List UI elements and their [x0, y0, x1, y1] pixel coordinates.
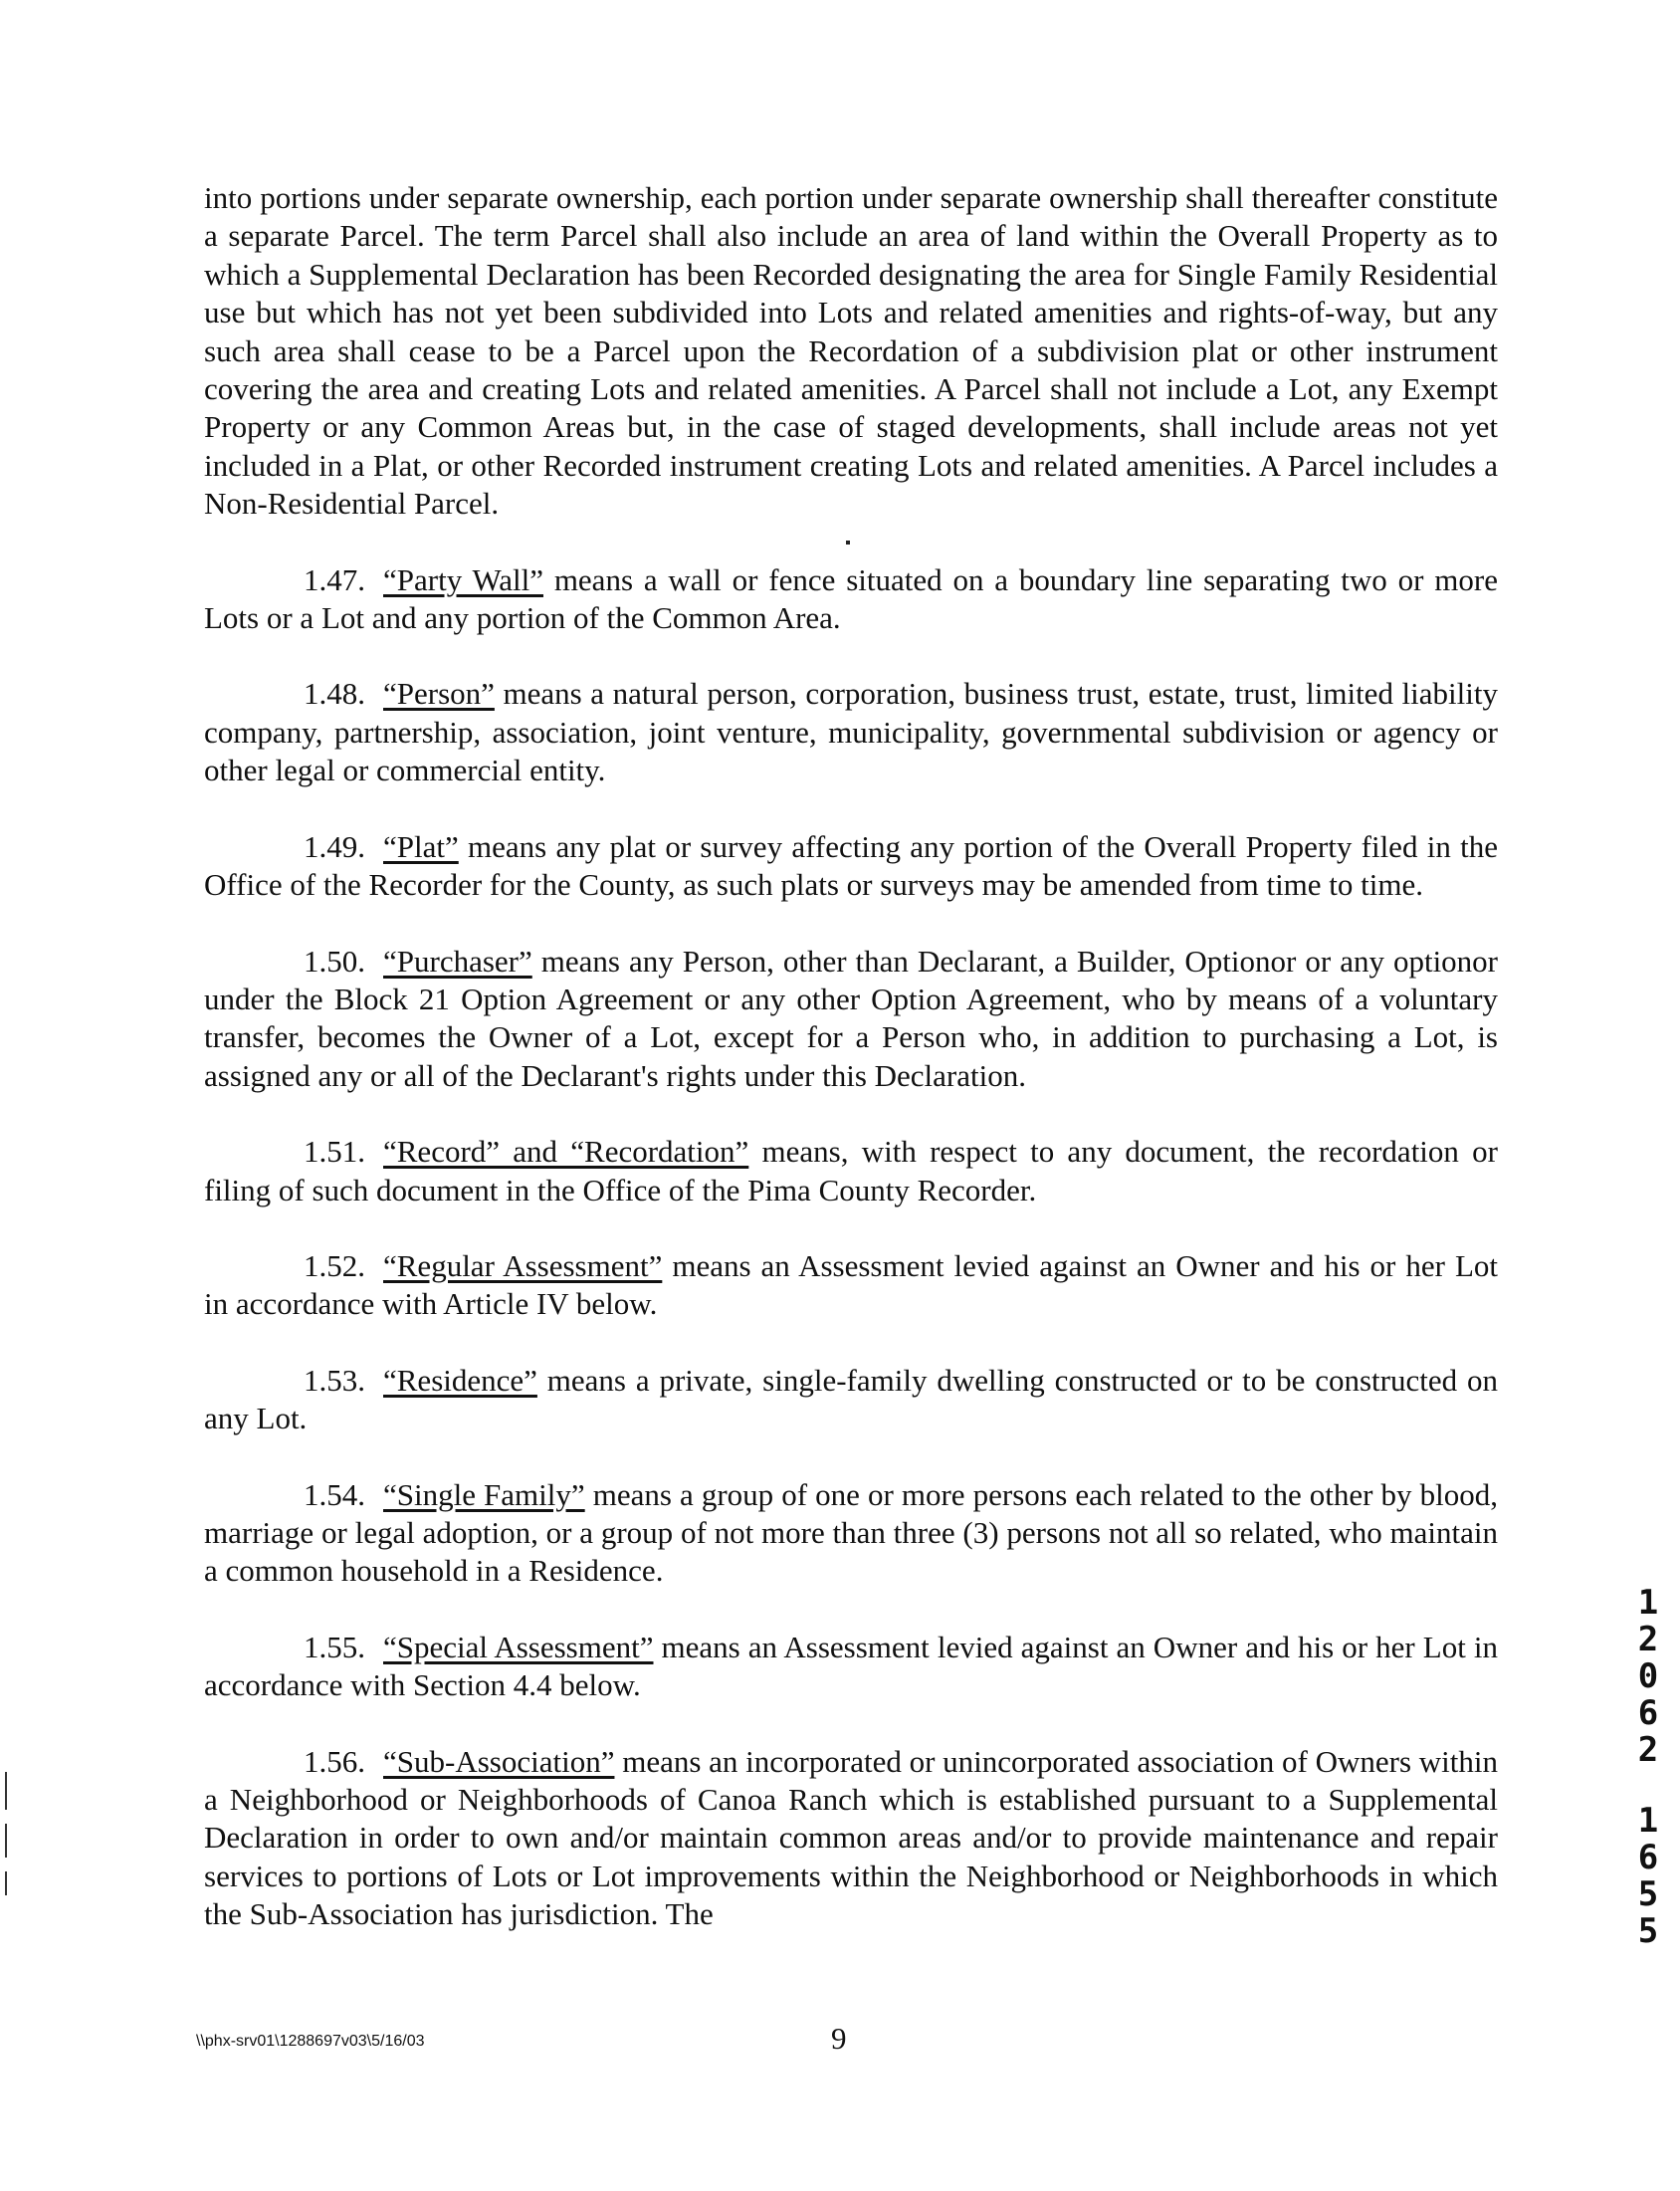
definition-term: “Special Assessment”	[383, 1629, 654, 1664]
definition-1-51	[204, 1133, 1498, 1209]
definition-1-53	[204, 1362, 1498, 1438]
document-body	[204, 179, 1498, 1934]
stamp-digit: 1	[1637, 1801, 1659, 1841]
scan-mark	[846, 541, 850, 545]
stamp-digit: 0	[1637, 1656, 1659, 1696]
definition-term: “Person”	[383, 676, 495, 712]
definition-number: 1.56.	[304, 1743, 365, 1779]
definition-number: 1.52.	[304, 1247, 365, 1283]
definition-1-52	[204, 1247, 1498, 1324]
definition-number: 1.53.	[304, 1362, 365, 1398]
definition-text: means any Person, other than Declarant, a Builder, Optionor or any optionor under the Block 21 Option Agreement or any other Option Agreement, who by means of a voluntary transfer, becomes the Owner of a Lot, except for a Person who, in addition to purchasing a Lot, is assigned any or all of the Declarant's rights under this Declaration.	[204, 943, 1498, 1093]
stamp-digit: 1	[1637, 1583, 1659, 1623]
footer-file-path: \\phx-srv01\1288697v03\5/16/03	[196, 2033, 425, 2050]
page-number: 9	[831, 2021, 847, 2056]
definition-text: means an Assessment levied against an Owner and his or her Lot in accordance with Section 4.4 below.	[204, 1629, 1498, 1703]
stamp-digit: 6	[1637, 1838, 1659, 1877]
definition-text: means a private, single-family dwelling constructed or to be constructed on any Lot.	[204, 1362, 1498, 1436]
definition-1-48	[204, 675, 1498, 789]
intro-paragraph: into portions under separate ownership, each portion under separate ownership shall thereafter constitute a separate Parcel. The term Parcel shall also include an area of land within the Overall Property as to which a Supplemental Declaration has been Recorded designating the area for Single Family Residential use but which has not yet been subdivided into Lots and related amenities and rights-of-way, but any such area shall cease to be a Parcel upon the Recordation of a subdivision plat or other instrument covering the area and creating Lots and related amenities. A Parcel shall not include a Lot, any Exempt Property or any Common Areas but, in the case of staged developments, shall include areas not yet included in a Plat, or other Recorded instrument creating Lots and related amenities. A Parcel includes a Non-Residential Parcel.	[204, 180, 1498, 522]
recording-stamp	[1628, 1585, 1668, 1950]
stamp-gap	[1628, 1769, 1668, 1803]
definition-term: “Record” and “Recordation”	[383, 1134, 749, 1170]
stamp-digit: 2	[1637, 1730, 1659, 1770]
definition-term: “Plat”	[383, 828, 459, 864]
definition-1-47	[204, 561, 1498, 638]
definition-number: 1.51.	[304, 1134, 365, 1170]
definition-text: means any plat or survey affecting any portion of the Overall Property filed in the Office of the Recorder for the County, as such plats or surveys may be amended from time to time.	[204, 828, 1498, 903]
definition-1-55	[204, 1629, 1498, 1705]
definition-number: 1.54.	[304, 1476, 365, 1512]
definition-number: 1.47.	[304, 561, 365, 597]
definition-number: 1.50.	[304, 943, 365, 979]
stamp-digit: 2	[1637, 1620, 1659, 1659]
definition-text: means an incorporated or unincorporated association of Owners within a Neighborhood or Neighborhoods of Canoa Ranch which is established pursuant to a Supplemental Declaration in order to own and/or maintain common areas and/or to provide maintenance and repair services to portions of Lots or Lot improvements within the Neighborhood or Neighborhoods in which the Sub-Association has jurisdiction. The	[204, 1743, 1499, 1932]
definition-number: 1.48.	[304, 676, 365, 712]
definition-term: “Regular Assessment”	[383, 1247, 663, 1283]
margin-line	[5, 1772, 7, 1810]
definition-1-49	[204, 828, 1498, 905]
definition-term: “Purchaser”	[383, 943, 532, 979]
stamp-digit: 6	[1637, 1693, 1659, 1733]
definition-text: means a group of one or more persons each related to the other by blood, marriage or legal adoption, or a group of not more than three (3) persons not all so related, who maintain a common household in a Residence.	[204, 1476, 1498, 1589]
definition-1-50	[204, 943, 1498, 1096]
definition-number: 1.49.	[304, 828, 365, 864]
definition-text: means, with respect to any document, the recordation or filing of such document in the Office of the Pima County Recorder.	[204, 1134, 1498, 1207]
stamp-digit: 5	[1637, 1874, 1659, 1914]
definition-term: “Party Wall”	[383, 561, 543, 597]
definition-term: “Sub-Association”	[383, 1743, 615, 1779]
stamp-digit: 5	[1637, 1911, 1659, 1951]
margin-line	[5, 1824, 7, 1858]
definition-text: means a natural person, corporation, business trust, estate, trust, limited liability company, partnership, association, joint venture, municipality, governmental subdivision or agency or other legal or commercial entity.	[204, 676, 1498, 788]
definition-1-54	[204, 1476, 1498, 1591]
definition-text: means an Assessment levied against an Owner and his or her Lot in accordance with Article IV below.	[204, 1247, 1498, 1322]
definition-number: 1.55.	[304, 1629, 365, 1664]
definition-1-56	[204, 1743, 1498, 1934]
definition-text: means a wall or fence situated on a boundary line separating two or more Lots or a Lot and any portion of the Common Area.	[204, 561, 1498, 636]
definition-term: “Residence”	[383, 1362, 537, 1398]
margin-line	[5, 1871, 7, 1895]
definition-term: “Single Family”	[383, 1476, 585, 1512]
